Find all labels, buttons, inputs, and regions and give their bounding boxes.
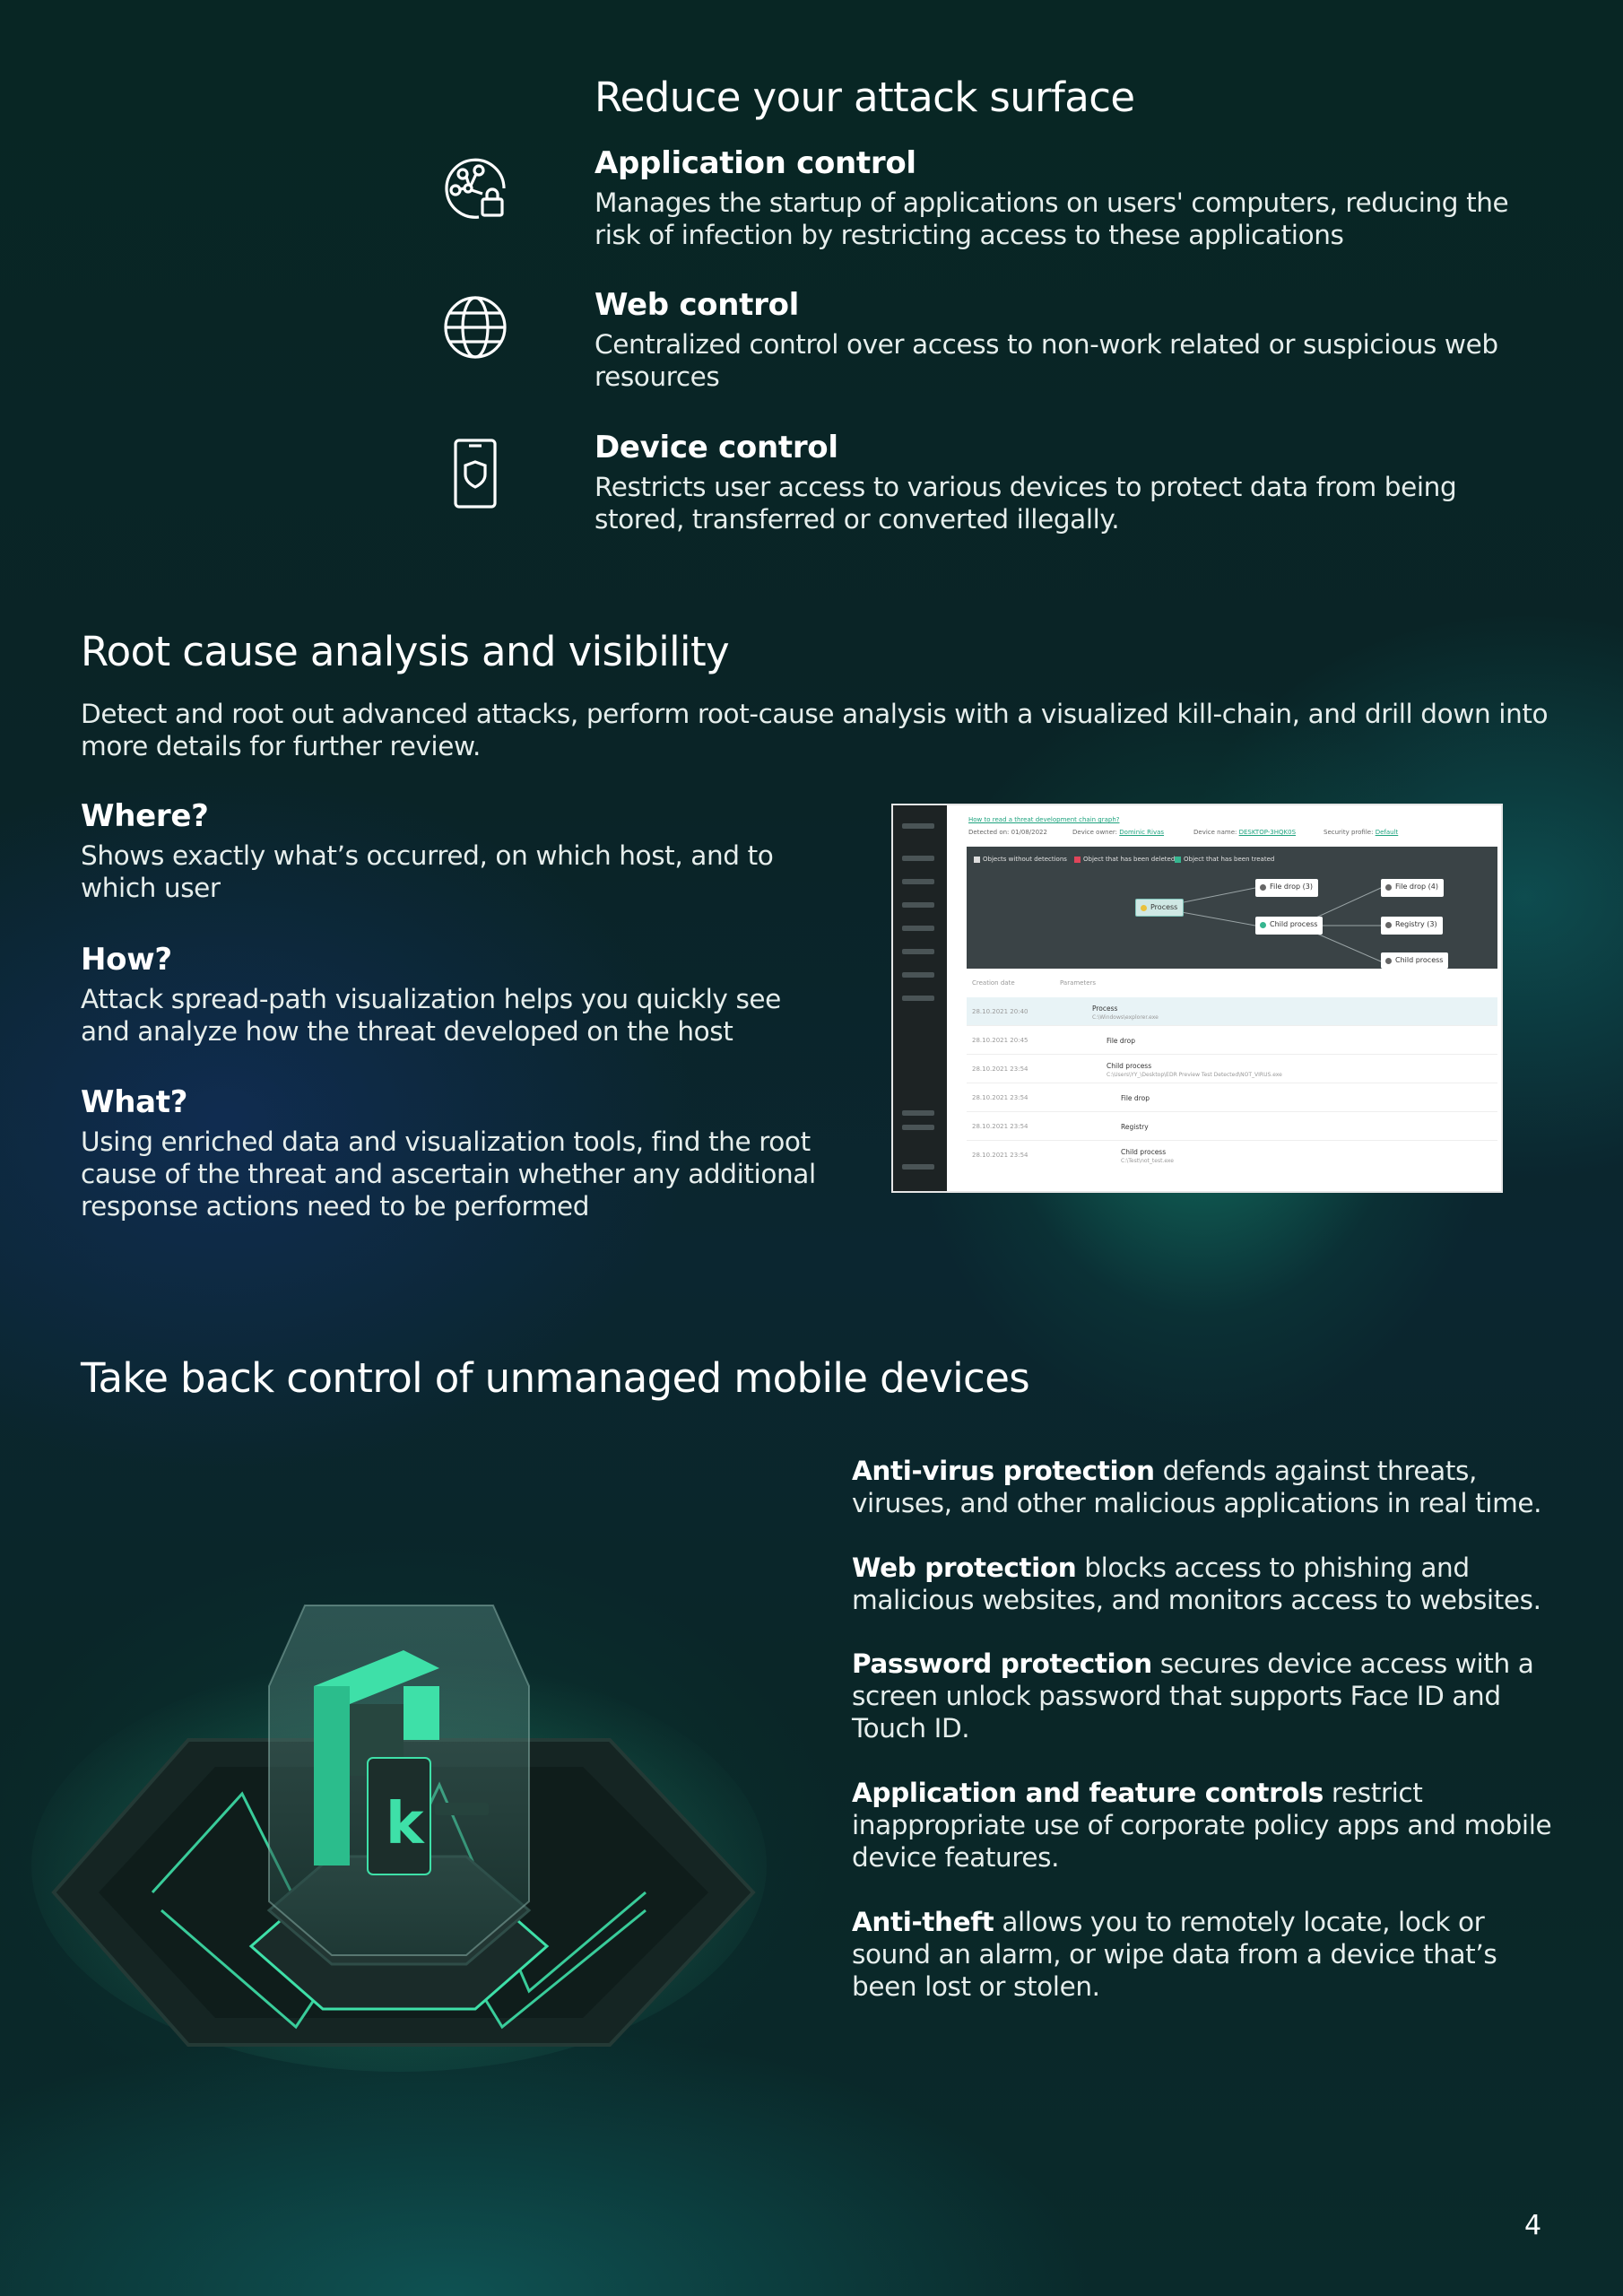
page-number: 4 <box>1524 2210 1542 2241</box>
table-row[interactable]: 28.10.2021 23:54 Child process C:\Test\not_test.exe <box>972 1148 1174 1164</box>
screenshot-sidebar <box>893 805 947 1191</box>
question-title: What? <box>81 1084 188 1120</box>
security-profile-link[interactable]: Default <box>1375 829 1399 836</box>
question-description: Attack spread-path visualization helps you quickly see and analyze how the threat developed on the host <box>81 984 781 1047</box>
mobile-feature-anti-virus: Anti-virus protection defends against threats, viruses, and other malicious applications in real time. <box>852 1456 1542 1518</box>
help-link[interactable]: How to read a threat development chain graph? <box>968 816 1120 823</box>
question-title: Where? <box>81 798 209 834</box>
mobile-feature-password-protection: Password protection secures device access with a screen unlock password that supports Face ID and Touch ID. <box>852 1648 1534 1744</box>
kill-chain-screenshot: How to read a threat development chain graph? Detected on: 01/08/2022 Device owner: Dominic Rivas Device name: DESKTOP-3HQK0S Security profile: Default Objects without detections Object that has been deleted Object that has been treated Process File drop (3) Child process File drop (4) Registry (3) Child process Creation date Parameters 28.10.2021 20:40 Process C:\Windows\explorer.exe 28.10.2021 20:45 File drop 28.10.2021 23:54 Child process C:\Users\YY_\Desktop\EDR Preview Test Detected\NOT_VIRUS.exe 28.10.2021 23:54 File drop 28.10.2021 23:54 Registry 28.10.2021 23:54 Child process C:\Test\not_test.exe <box>891 804 1503 1193</box>
feature-title: Application control <box>595 145 916 181</box>
section-title-root-cause: Root cause analysis and visibility <box>81 628 730 675</box>
graph-node-file-drop[interactable]: File drop (3) <box>1255 879 1318 897</box>
feature-description: Centralized control over access to non-work related or suspicious web resources <box>595 329 1498 392</box>
section-title-mobile-devices: Take back control of unmanaged mobile devices <box>81 1354 1030 1402</box>
question-description: Shows exactly what’s occurred, on which host, and to which user <box>81 840 774 903</box>
feature-description: Restricts user access to various devices to protect data from being stored, transferred or converted illegally. <box>595 472 1457 535</box>
table-row[interactable]: 28.10.2021 23:54 Registry <box>967 1112 1497 1141</box>
feature-application-control <box>595 145 1518 251</box>
table-row[interactable]: 28.10.2021 23:54 Child process C:\Users\YY_\Desktop\EDR Preview Test Detected\NOT_VIRUS.exe <box>967 1055 1497 1083</box>
device-owner-link[interactable]: Dominic Rivas <box>1119 829 1165 836</box>
table-row[interactable]: 28.10.2021 23:54 File drop <box>967 1083 1497 1112</box>
phone-shield-icon <box>439 438 511 509</box>
graph-panel: Objects without detections Object that has been deleted Object that has been treated Process File drop (3) Child process File drop (4) Registry (3) Child process <box>967 847 1497 969</box>
column-creation-date: Creation date <box>972 979 1015 987</box>
feature-title: Web control <box>595 287 799 323</box>
column-parameters: Parameters <box>1060 979 1097 987</box>
section-title-attack-surface: Reduce your attack surface <box>595 74 1135 121</box>
question-description: Using enriched data and visualization tools, find the root cause of the threat and ascertain whether any additional response actions need to be performed <box>81 1126 816 1222</box>
globe-icon <box>439 291 511 363</box>
section-intro: Detect and root out advanced attacks, perform root-cause analysis with a visualized kill-chain, and drill down into more details for further review. <box>81 699 1549 761</box>
question-what <box>81 1084 816 1222</box>
device-name-link[interactable]: DESKTOP-3HQK0S <box>1238 829 1297 836</box>
graph-node-process[interactable]: Process <box>1135 899 1184 917</box>
feature-web-control <box>595 287 1518 393</box>
detected-on: Detected on: 01/08/2022 <box>968 829 1047 836</box>
graph-node-child-process[interactable]: Child process <box>1255 917 1323 935</box>
question-how <box>81 942 816 1048</box>
table-row[interactable]: 28.10.2021 20:40 Process C:\Windows\explorer.exe <box>967 997 1497 1026</box>
table-row[interactable]: 28.10.2021 20:45 File drop <box>967 1026 1497 1055</box>
graph-node-file-drop-2[interactable]: File drop (4) <box>1381 879 1444 897</box>
mobile-feature-anti-theft: Anti-theft allows you to remotely locate, lock or sound an alarm, or wipe data from a device that’s been lost or stolen. <box>852 1907 1497 2002</box>
question-title: How? <box>81 942 172 978</box>
mobile-feature-web-protection: Web protection blocks access to phishing and malicious websites, and monitors access to websites. <box>852 1552 1541 1615</box>
question-where <box>81 798 816 904</box>
app-control-icon <box>439 152 511 224</box>
mobile-feature-app-controls: Application and feature controls restrict inappropriate use of corporate policy apps and mobile device features. <box>852 1778 1552 1873</box>
graph-node-child-process-2[interactable]: Child process <box>1381 952 1448 969</box>
feature-device-control <box>595 430 1518 535</box>
mobile-security-illustration <box>27 1525 771 2081</box>
feature-title: Device control <box>595 430 838 465</box>
feature-description: Manages the startup of applications on users' computers, reducing the risk of infection by restricting access to these applications <box>595 187 1509 250</box>
graph-node-registry[interactable]: Registry (3) <box>1381 917 1443 935</box>
illustration-letter: k <box>386 1791 424 1857</box>
